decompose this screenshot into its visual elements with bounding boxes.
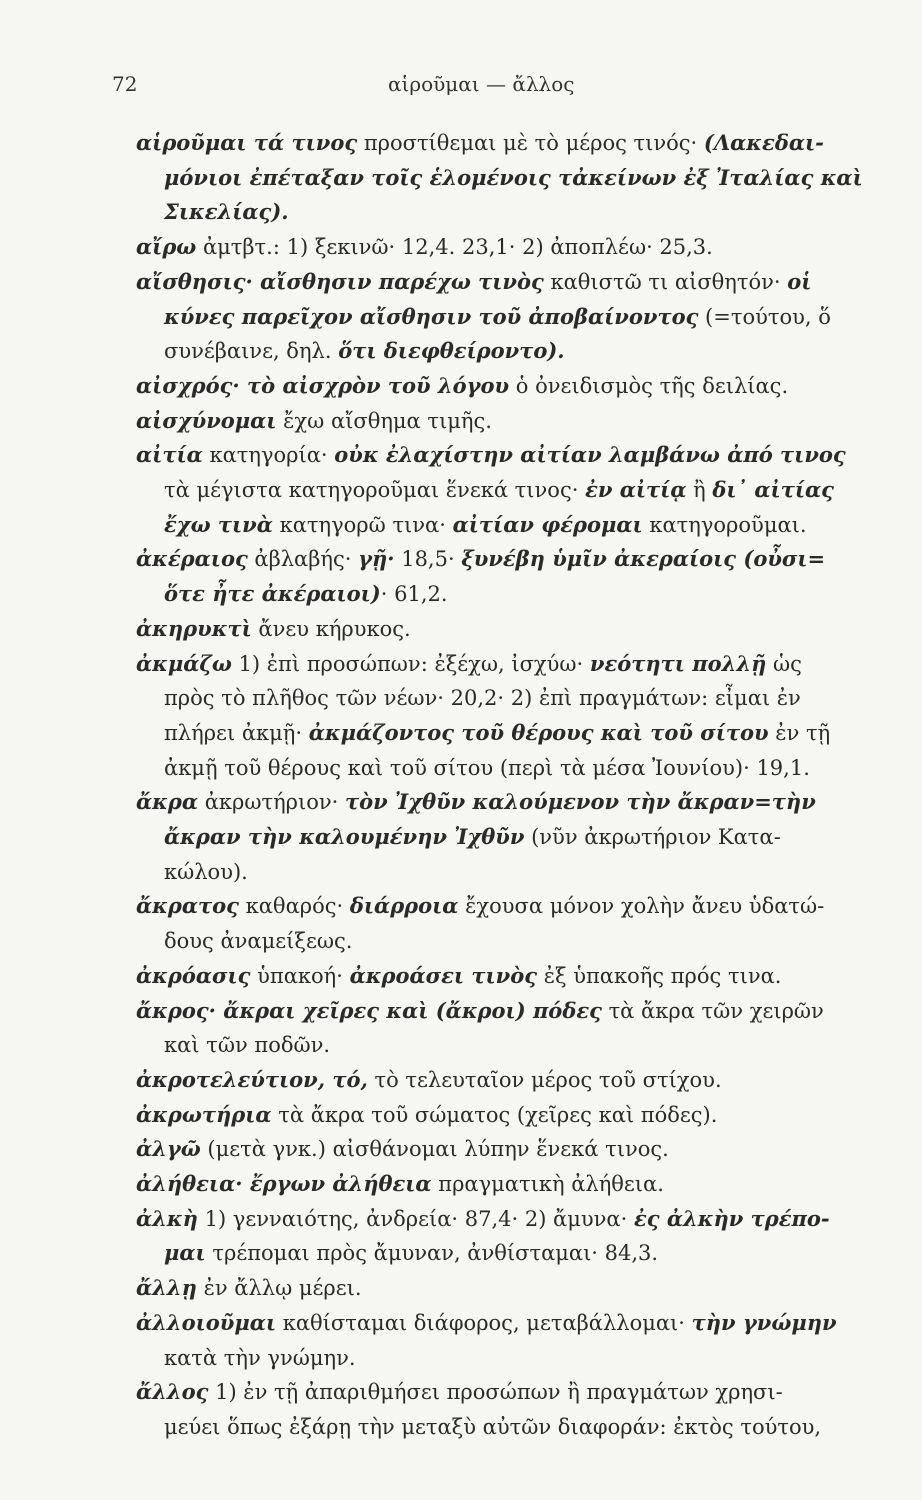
lemma-text: δι᾽ αἰτίας xyxy=(712,477,834,502)
lemma-text: αἱροῦμαι τά τινος xyxy=(136,130,358,155)
lemma-text: ἀκηρυκτὶ xyxy=(136,615,252,641)
lemma-text: ἀκέραιος xyxy=(136,546,248,572)
text-line xyxy=(164,579,448,609)
lemma-text: οὐκ ἐλαχίστην αἰτίαν λαμβάνω ἀπό τινος xyxy=(334,442,846,468)
lemma-text: αἴρω xyxy=(136,234,197,260)
gloss-text: ἔχω αἴσθημα τιμῆς. xyxy=(276,408,492,433)
gloss-text: μεύει ὅπως ἐξάρῃ τὴν μεταξὺ αὐτῶν διαφοράν: ἐκτὸς τούτου, xyxy=(164,1414,822,1439)
lemma-text: (Λακεδαι- xyxy=(703,130,824,155)
text-line xyxy=(136,891,824,921)
text-line xyxy=(136,1308,837,1338)
lemma-text: ὅτε ἦτε ἀκέραιοι) xyxy=(164,581,381,607)
gloss-text: δους ἀναμείξεως. xyxy=(164,929,353,954)
lemma-text: μαι xyxy=(164,1240,206,1266)
gloss-text: 1) ἐν τῇ ἀπαριθμήσει προσώπων ἢ πραγμάτων χρησι- xyxy=(208,1380,783,1405)
lemma-text: ἀλήθεια· ἔργων ἀλήθεια xyxy=(136,1171,432,1196)
text-line xyxy=(136,649,802,679)
text-line xyxy=(164,926,352,956)
text-line xyxy=(164,718,830,748)
lemma-text: ἄλλος xyxy=(136,1379,209,1405)
lemma-text: ὅτι διεφθείροντο). xyxy=(338,338,565,364)
text-line xyxy=(136,1273,362,1303)
text-line xyxy=(136,440,846,470)
gloss-text: ἀκμῇ τοῦ θέρους καὶ τοῦ σίτου (περὶ τὰ μέσα Ἰουνίου)· 19,1. xyxy=(164,755,810,780)
gloss-text: τὸ τελευταῖον μέρος τοῦ στίχου. xyxy=(367,1067,722,1092)
gloss-text: (μετὰ γνκ.) αἰσθάνομαι λύπην ἕνεκά τινος. xyxy=(200,1137,669,1162)
text-line xyxy=(164,197,289,227)
text-line xyxy=(164,1412,821,1442)
text-line xyxy=(164,857,248,887)
gloss-text: ὡς xyxy=(766,651,802,676)
gloss-text: ἐν ἄλλῳ μέρει. xyxy=(196,1276,362,1301)
text-line xyxy=(164,822,781,852)
gloss-text: καθίσταμαι διάφορος, μεταβάλλομαι· xyxy=(276,1310,692,1335)
lemma-text: διάρροια xyxy=(349,893,459,919)
lemma-text: ξυνέβη ὑμῖν ἀκεραίοις (οὖσι= xyxy=(461,546,826,572)
gloss-text: ἐν τῇ xyxy=(768,720,831,745)
lemma-text: ἐν αἰτίᾳ xyxy=(585,477,687,502)
lemma-text: ἀλκὴ xyxy=(136,1205,198,1231)
lemma-text: ἄκρατος xyxy=(136,893,239,919)
lemma-text: ἀκρωτήρια xyxy=(136,1101,272,1127)
lemma-text: ἀλλοιοῦμαι xyxy=(136,1309,277,1335)
lemma-text: ἀκμάζω xyxy=(136,650,232,676)
text-line xyxy=(136,1134,669,1164)
lemma-text: μόνιοι ἐπέταξαν τοῖς ἑλομένοις τἀκείνων ἐξ Ἰταλίας καὶ xyxy=(164,164,863,190)
lemma-text: αἰτία xyxy=(136,442,203,468)
text-line xyxy=(136,961,781,991)
gloss-text: ἔχουσα μόνον χολὴν ἄνευ ὑδατώ- xyxy=(458,894,825,919)
gloss-text: κώλου). xyxy=(164,859,248,884)
text-line xyxy=(136,1169,664,1199)
lemma-text: ἄκραν τὴν καλουμένην Ἰχθῦν xyxy=(164,824,525,849)
lemma-text: ἐς ἀλκὴν τρέπο- xyxy=(633,1205,830,1231)
lemma-text: αἰτίαν φέρομαι xyxy=(452,511,643,537)
lemma-text: αἰσχύνομαι xyxy=(136,407,277,433)
gloss-text: ἄνευ κήρυκος. xyxy=(251,616,411,641)
lemma-text: ἄκρα xyxy=(136,789,199,815)
gloss-text: ὁ ὀνειδισμὸς τῆς δειλίας. xyxy=(509,373,789,398)
gloss-text: προστίθεμαι μὲ τὸ μέρος τινός· xyxy=(357,131,704,155)
lemma-text: ἀκμάζοντος τοῦ θέρους καὶ τοῦ σίτου xyxy=(308,719,769,745)
text-line xyxy=(136,1065,722,1095)
gloss-text: 1) γενναιότης, ἀνδρεία· 87,4· 2) ἄμυνα· xyxy=(197,1206,634,1231)
lemma-text: ἀκροτελεύτιον, τό, xyxy=(136,1066,368,1092)
gloss-text: ἀκρωτήριον· xyxy=(198,790,346,815)
gloss-text: · 61,2. xyxy=(380,582,448,607)
text-line xyxy=(136,371,788,401)
text-line xyxy=(136,267,811,297)
lemma-text: οἱ xyxy=(787,268,812,294)
lemma-text: Σικελίας). xyxy=(164,199,289,225)
gloss-text: καθιστῶ τι αἰσθητόν· xyxy=(543,269,788,294)
gloss-text: ἢ xyxy=(686,478,713,502)
lemma-text: γῇ· xyxy=(358,546,395,572)
gloss-text: πραγματικὴ ἀλήθεια. xyxy=(431,1172,664,1196)
lemma-text: κύνες παρεῖχον αἴσθησιν τοῦ ἀποβαίνοντος xyxy=(164,303,699,329)
gloss-text: καὶ τῶν ποδῶν. xyxy=(164,1033,331,1058)
text-line xyxy=(164,1238,658,1268)
gloss-text: τὰ ἄκρα τῶν χειρῶν xyxy=(601,998,824,1023)
text-line xyxy=(164,1030,330,1060)
running-head: αἱροῦμαι — ἄλλος xyxy=(388,72,575,96)
text-line xyxy=(136,614,411,644)
text-line xyxy=(136,1204,830,1234)
gloss-text: κατὰ τὴν γνώμην. xyxy=(164,1345,356,1370)
text-line xyxy=(136,128,824,158)
gloss-text: ἐξ ὑπακοῆς πρός τινα. xyxy=(537,963,782,988)
gloss-text: τὰ μέγιστα κατηγοροῦμαι ἕνεκά τινος· xyxy=(164,478,586,502)
gloss-text: 1) ἐπὶ προσώπων: ἐξέχω, ἰσχύω· xyxy=(231,651,590,676)
lemma-text: αἴσθησις· αἴσθησιν παρέχω τινὸς xyxy=(136,268,544,294)
text-line xyxy=(136,544,825,574)
text-line xyxy=(164,302,831,332)
text-line xyxy=(164,475,834,505)
text-line xyxy=(164,336,565,366)
text-line xyxy=(164,510,807,540)
text-line xyxy=(136,406,492,436)
gloss-text: 18,5· xyxy=(394,547,462,572)
text-line xyxy=(136,1377,783,1407)
lemma-text: τὸν Ἰχθῦν καλούμενον τὴν ἄκραν=τὴν xyxy=(345,789,816,815)
gloss-text: ἀμτβτ.: 1) ξεκινῶ· 12,4. 23,1· 2) ἀποπλέω· 25,3. xyxy=(196,235,713,260)
gloss-text: ἀβλαβής· xyxy=(247,547,359,572)
text-line xyxy=(164,683,801,713)
text-line xyxy=(136,996,824,1026)
lemma-text: ἀκροάσει τινὸς xyxy=(349,962,538,988)
gloss-text: τὰ ἄκρα τοῦ σώματος (χεῖρες καὶ πόδες). xyxy=(271,1102,718,1127)
gloss-text: τρέπομαι πρὸς ἄμυναν, ἀνθίσταμαι· 84,3. xyxy=(205,1241,659,1266)
gloss-text: πλήρει ἀκμῇ· xyxy=(164,720,309,745)
gloss-text: συνέβαινε, δηλ. xyxy=(164,339,339,364)
gloss-text: (=τούτου, ὅ xyxy=(698,304,831,329)
gloss-text: καθαρός· xyxy=(238,894,350,919)
text-line xyxy=(164,753,810,783)
lemma-text: ἄκρος· ἄκραι χεῖρες καὶ (ἄκροι) πόδες xyxy=(136,997,602,1023)
lemma-text: ἄλλῃ xyxy=(136,1275,197,1301)
text-line xyxy=(136,1100,717,1130)
gloss-text: κατηγορῶ τινα· xyxy=(272,512,453,537)
text-line xyxy=(164,163,863,193)
gloss-text: ὑπακοή· xyxy=(250,963,350,988)
gloss-text: κατηγοροῦμαι. xyxy=(642,512,807,537)
lemma-text: νεότητι πολλῇ xyxy=(589,650,767,676)
lemma-text: ἔχω τινὰ xyxy=(164,511,273,537)
text-line xyxy=(136,232,713,262)
text-line xyxy=(136,787,816,817)
gloss-text: πρὸς τὸ πλῆθος τῶν νέων· 20,2· 2) ἐπὶ πραγμάτων: εἶμαι ἐν xyxy=(164,686,801,711)
text-line xyxy=(164,1343,356,1373)
lemma-text: τὴν γνώμην xyxy=(691,1309,837,1335)
lemma-text: αἰσχρός· τὸ αἰσχρὸν τοῦ λόγου xyxy=(136,372,510,398)
gloss-text: (νῦν ἀκρωτήριον Κατα- xyxy=(524,825,781,849)
gloss-text: κατηγορία· xyxy=(202,443,335,468)
lemma-text: ἀλγῶ xyxy=(136,1136,201,1162)
page-number: 72 xyxy=(112,72,138,96)
lemma-text: ἀκρόασις xyxy=(136,962,251,988)
